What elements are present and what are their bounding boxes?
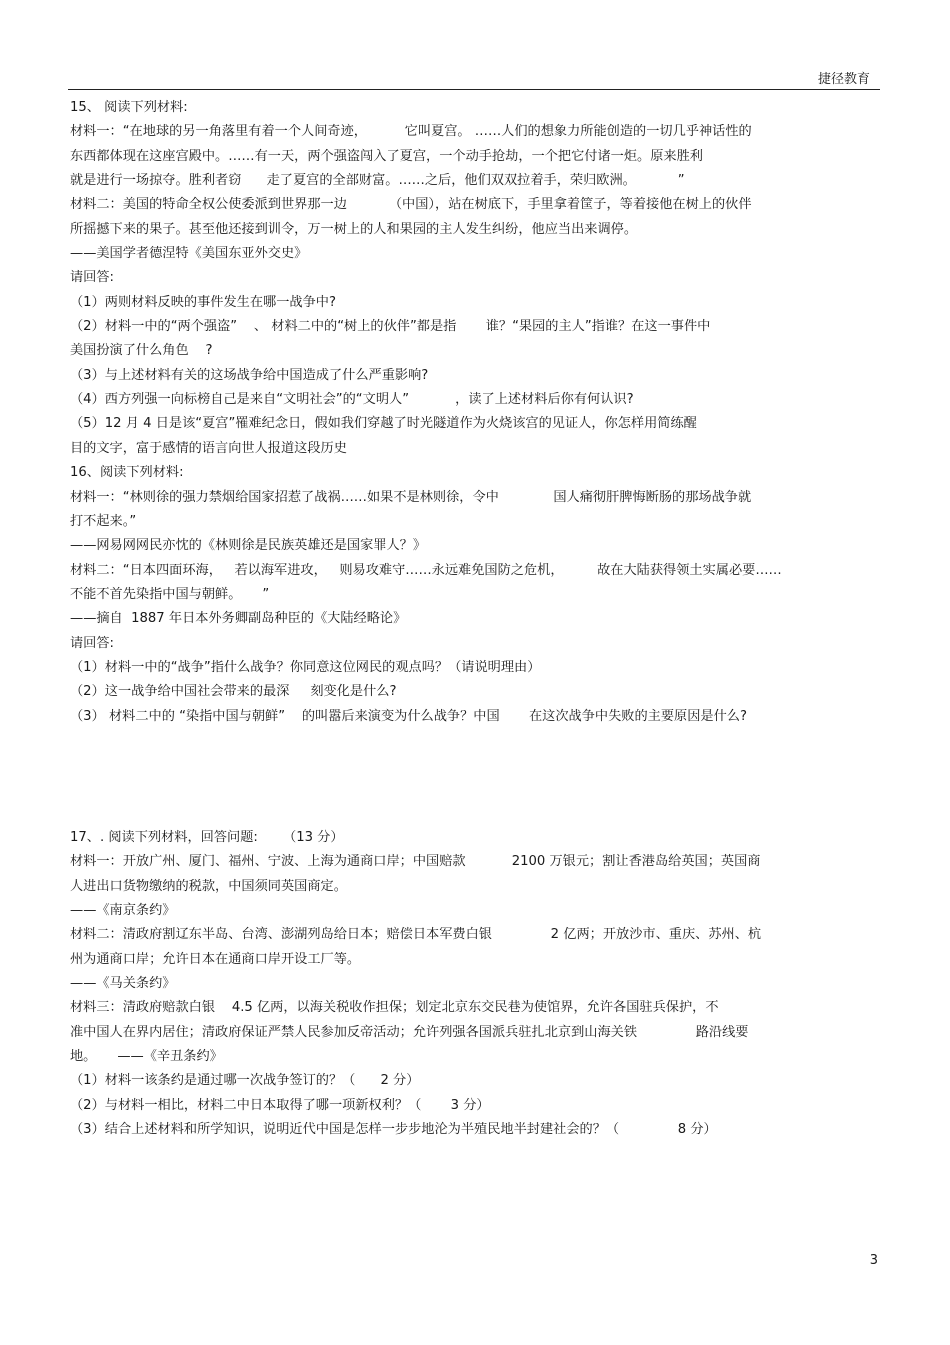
text-line: （3） 材料二中的 “染指中国与朝鲜” 的叫嚣后来演变为什么战争？中国 在这次战争中失败的主要原因是什么? [70, 708, 747, 724]
text-line: 地。 ——《辛丑条约》 [70, 1049, 223, 1065]
page-content [70, 96, 870, 1142]
header-rule [68, 89, 880, 90]
text-line: ——网易网网民亦忱的《林则徐是民族英雄还是国家罪人？》 [70, 538, 427, 554]
text-line: ——《南京条约》 [70, 902, 176, 918]
text-line: 材料二：美国的特命全权公使委派到世界那一边 （中国），站在树底下，手里拿着筐子，等着接他在树上的伙伴 [70, 197, 752, 213]
text-line: 就是进行一场掠夺。胜利者窃 走了夏宫的全部财富。……之后，他们双双拉着手，荣归欧洲。 ” [70, 173, 685, 189]
text-line: 材料一：“在地球的另一角落里有着一个人间奇迹， 它叫夏宫。 ……人们的想象力所能创造的一切几乎神话性的 [70, 124, 752, 140]
text-line: ——美国学者德涅特《美国东亚外交史》 [70, 246, 308, 262]
text-line: 16、阅读下列材料: [70, 465, 184, 481]
text-line: 美国扮演了什么角色 ? [70, 343, 213, 359]
text-line: 请回答: [70, 635, 115, 651]
text-line: 15、 阅读下列材料: [70, 100, 188, 115]
text-line: 请回答: [70, 270, 115, 286]
text-line: （2）这一战争给中国社会带来的最深 刻变化是什么? [70, 684, 397, 700]
text-line: 材料二：“日本四面环海， 若以海军进攻， 则易攻难守……永远难免国防之危机， 故在大陆获得领土实属必要…… [70, 562, 782, 578]
text-line: （4）西方列强一向标榜自己是来自“文明社会”的“文明人” ，读了上述材料后你有何认识? [70, 392, 634, 408]
text-line: （2）与材料一相比，材料二中日本取得了哪一项新权利？（ 3 分） [70, 1097, 490, 1113]
text-line: 打不起来。” [70, 513, 137, 529]
text-line: 东西都体现在这座宫殿中。……有一天，两个强盗闯入了夏宫，一个动手抢劫，一个把它付诸一炬。原来胜利 [70, 148, 703, 164]
text-line: 人进出口货物缴纳的税款，中国须同英国商定。 [70, 878, 347, 894]
text-line: 准中国人在界内居住；清政府保证严禁人民参加反帝活动；允许列强各国派兵驻扎北京到山海关铁 路沿线要 [70, 1024, 749, 1040]
text-line: （5）12 月 4 日是该“夏宫”罹难纪念日，假如我们穿越了时光隧道作为火烧该宫的见证人，你怎样用简练醒 [70, 416, 697, 432]
text-line: 17、. 阅读下列材料，回答问题: （13 分） [70, 829, 344, 845]
question-17 [70, 826, 870, 1142]
text-line: 目的文字，富于感情的语言向世人报道这段历史 [70, 440, 347, 456]
text-line: 材料二：清政府割辽东半岛、台湾、澎湖列岛给日本；赔偿日本军费白银 2 亿两；开放沙市、重庆、苏州、杭 [70, 927, 762, 943]
header-brand: 捷径教育 [817, 72, 870, 87]
text-line: ——《马关条约》 [70, 976, 176, 991]
text-line: （2）材料一中的“两个强盗” 、 材料二中的“树上的伙伴”都是指 谁？“果园的主人”指谁？在这一事件中 [70, 319, 711, 335]
text-line: （3）与上述材料有关的这场战争给中国造成了什么严重影响? [70, 367, 429, 383]
text-line: 材料三：清政府赔款白银 4.5 亿两，以海关税收作担保；划定北京东交民巷为使馆界，允许各国驻兵保护，不 [70, 1000, 719, 1016]
text-line: 所摇撼下来的果子。甚至他还接到训令，万一树上的人和果园的主人发生纠纷，他应当出来调停。 [70, 221, 638, 237]
text-line: （1）两则材料反映的事件发生在哪一战争中? [70, 294, 336, 310]
page-number: 3 [869, 1253, 878, 1268]
text-line: （1）材料一中的“战争”指什么战争？你同意这位网民的观点吗？（请说明理由） [70, 659, 541, 675]
answer-space [70, 729, 870, 826]
text-line: 不能不首先染指中国与朝鲜。 ” [70, 586, 270, 602]
question-16 [70, 461, 870, 729]
text-line: （3）结合上述材料和所学知识，说明近代中国是怎样一步步地沦为半殖民地半封建社会的？（ 8 分） [70, 1122, 717, 1138]
text-line: ——摘自 1887 年日本外务卿副岛种臣的《大陆经略论》 [70, 611, 407, 627]
question-15 [70, 96, 870, 461]
text-line: 材料一：“林则徐的强力禁烟给国家招惹了战祸……如果不是林则徐，令中 国人痛彻肝脾悔断肠的那场战争就 [70, 489, 752, 505]
text-line: 州为通商口岸；允许日本在通商口岸开设工厂等。 [70, 951, 361, 967]
text-line: （1）材料一该条约是通过哪一次战争签订的？（ 2 分） [70, 1073, 420, 1089]
text-line: 材料一：开放广州、厦门、福州、宁波、上海为通商口岸；中国赔款 2100 万银元；割让香港岛给英国；英国商 [70, 854, 761, 870]
